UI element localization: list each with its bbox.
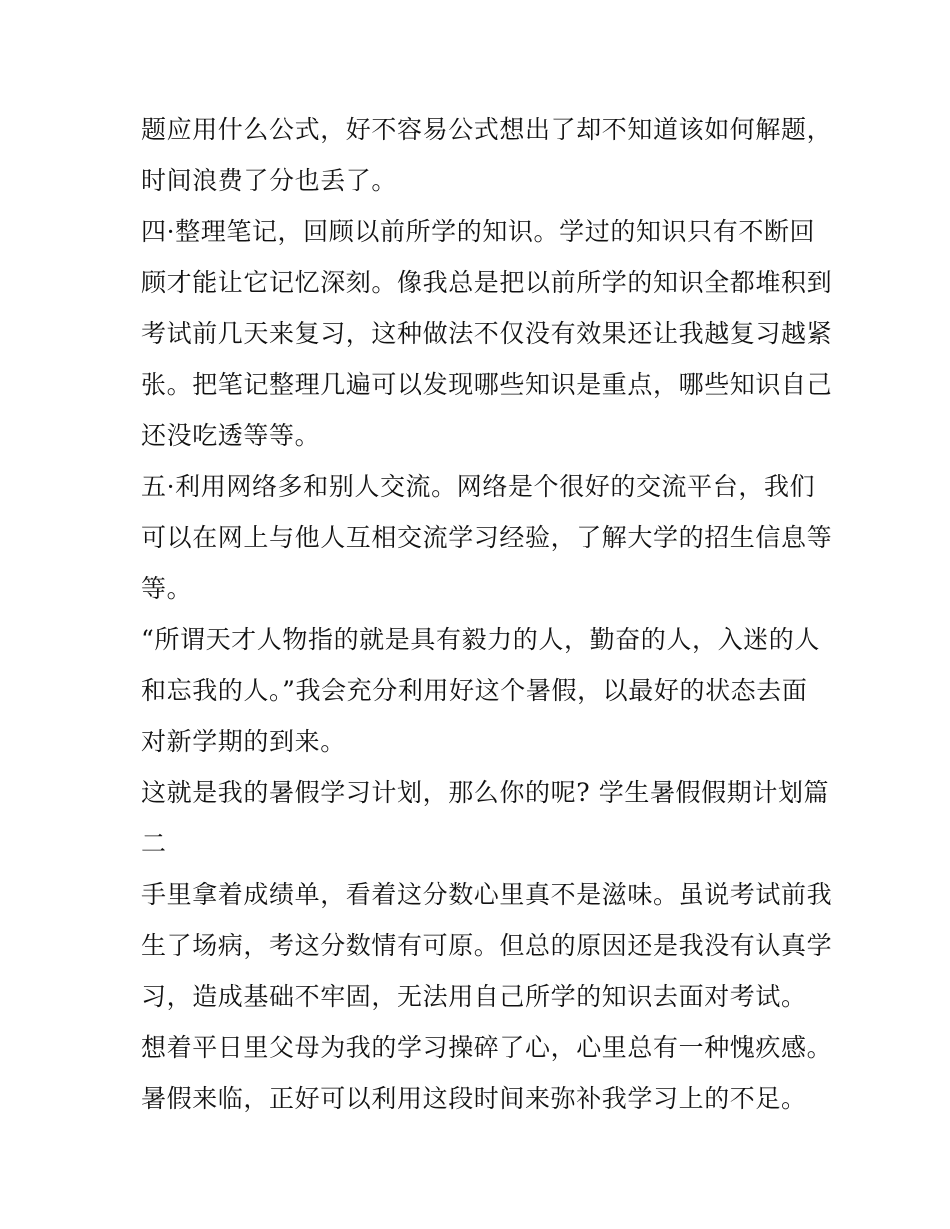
document-body: [141, 104, 833, 1124]
text-line: 生了场病，考这分数情有可原。但总的原因还是我没有认真学: [141, 931, 833, 960]
text-line: 暑假来临，正好可以利用这段时间来弥补我学习上的不足。: [141, 1084, 807, 1113]
text-line: 顾才能让它记忆深刻。像我总是把以前所学的知识全都堆积到: [141, 268, 833, 297]
text-line: 考试前几天来复习，这种做法不仅没有效果还让我越复习越紧: [141, 319, 833, 348]
text-line: 四·整理笔记，回顾以前所学的知识。学过的知识只有不断回: [141, 217, 816, 246]
text-line: 和忘我的人。”我会充分利用好这个暑假，以最好的状态去面: [141, 676, 808, 705]
text-line: 可以在网上与他人互相交流学习经验，了解大学的招生信息等: [141, 523, 833, 552]
text-line: 还没吃透等等。: [141, 421, 321, 450]
text-line: 等。: [141, 574, 193, 603]
text-line: “所谓天才人物指的就是具有毅力的人，勤奋的人，入迷的人: [141, 625, 820, 654]
text-line: 二: [141, 829, 167, 858]
text-line: 这就是我的暑假学习计划，那么你的呢? 学生暑假假期计划篇: [141, 778, 830, 807]
text-line: 手里拿着成绩单，看着这分数心里真不是滋味。虽说考试前我: [141, 880, 833, 909]
text-line: 题应用什么公式，好不容易公式想出了却不知道该如何解题，: [141, 115, 833, 144]
text-line: 时间浪费了分也丢了。: [141, 166, 398, 195]
text-line: 张。把笔记整理几遍可以发现哪些知识是重点，哪些知识自己: [141, 370, 833, 399]
text-line: 想着平日里父母为我的学习操碎了心，心里总有一种愧疚感。: [141, 1033, 833, 1062]
text-line: 对新学期的到来。: [141, 727, 346, 756]
text-line: 五·利用网络多和别人交流。网络是个很好的交流平台，我们: [141, 472, 816, 501]
text-line: 习，造成基础不牢固，无法用自己所学的知识去面对考试。: [141, 982, 807, 1011]
